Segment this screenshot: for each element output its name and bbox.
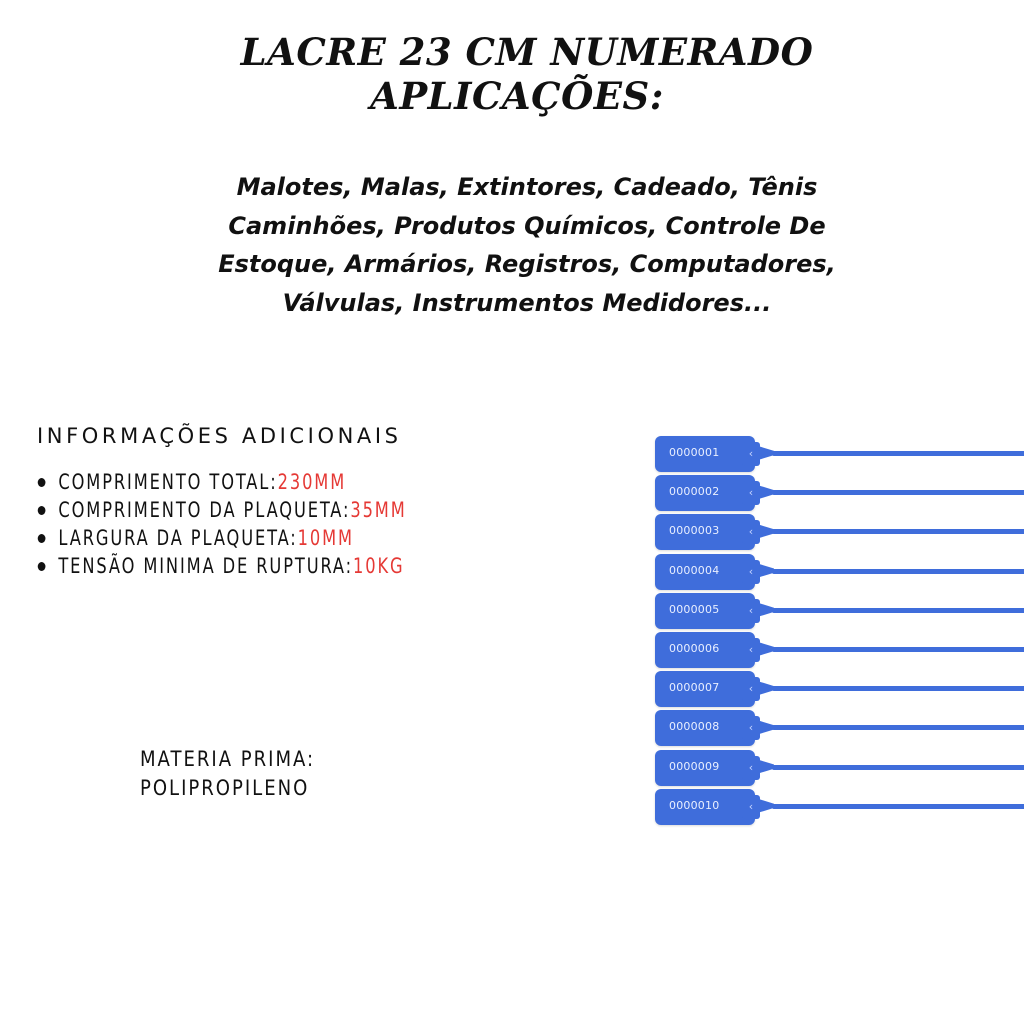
seal-number: 0000001	[669, 446, 720, 459]
lock-icon: ‹	[748, 760, 754, 774]
applications-line: Estoque, Armários, Registros, Computadores,	[218, 250, 836, 278]
seal-neck	[758, 446, 774, 460]
bullet-icon	[38, 506, 46, 515]
applications-text	[0, 168, 1024, 322]
bullet-icon	[38, 562, 46, 571]
seal-item	[650, 708, 1024, 746]
numbered-seals-illustration	[650, 434, 1024, 834]
seal-strap	[772, 451, 1024, 456]
seal-strap	[772, 608, 1024, 613]
bullet-icon	[38, 534, 46, 543]
lock-icon: ‹	[748, 799, 754, 813]
seal-strap	[772, 686, 1024, 691]
seal-tag	[655, 593, 755, 629]
applications-line: Válvulas, Instrumentos Medidores...	[282, 288, 772, 317]
spec-label: TENSÃO MINIMA DE RUPTURA:	[58, 554, 353, 578]
seal-number: 0000006	[669, 642, 720, 655]
spec-label: COMPRIMENTO DA PLAQUETA:	[58, 498, 351, 522]
seal-neck	[758, 760, 774, 774]
applications-line: Caminhões, Produtos Químicos, Controle De	[228, 211, 826, 240]
seal-tag	[655, 671, 755, 707]
seal-strap	[772, 569, 1024, 574]
material-value: POLIPROPILENO	[140, 776, 310, 800]
seal-item	[650, 669, 1024, 707]
seal-number: 0000008	[669, 720, 720, 734]
spec-value: 230MM	[277, 470, 347, 494]
seal-item	[650, 512, 1024, 550]
spec-item-breaking-tension	[36, 552, 407, 580]
spec-label: COMPRIMENTO TOTAL:	[58, 470, 278, 494]
seal-strap	[772, 647, 1024, 652]
spec-value: 10KG	[352, 554, 405, 578]
spec-value: 35MM	[350, 498, 407, 522]
seal-neck	[758, 681, 774, 695]
seal-item	[650, 748, 1024, 786]
seal-item	[650, 552, 1024, 590]
seal-tag	[655, 514, 755, 550]
seal-item	[650, 473, 1024, 511]
spec-item-total-length	[36, 468, 407, 496]
seal-item	[650, 630, 1024, 668]
spec-item-tag-length	[36, 496, 407, 524]
spec-label: LARGURA DA PLAQUETA:	[58, 526, 298, 550]
seal-neck	[758, 564, 774, 578]
seal-tag	[655, 632, 755, 668]
seal-tag	[655, 710, 755, 746]
title-line-1: LACRE 23 CM NUMERADO	[240, 30, 814, 74]
seal-number: 0000007	[669, 681, 720, 695]
spec-value: 10MM	[297, 526, 354, 550]
seal-item	[650, 787, 1024, 825]
additional-info-heading: INFORMAÇÕES ADICIONAIS	[37, 424, 402, 448]
seal-tag	[655, 436, 755, 472]
spec-item-tag-width	[36, 524, 407, 552]
seal-strap	[772, 529, 1024, 534]
seal-item	[650, 434, 1024, 472]
material-label: MATERIA PRIMA:	[140, 747, 316, 771]
lock-icon: ‹	[748, 643, 754, 656]
lock-icon: ‹	[748, 603, 754, 617]
lock-icon: ‹	[748, 564, 754, 578]
seal-neck	[758, 642, 774, 656]
seal-neck	[758, 485, 774, 499]
product-title	[0, 30, 1024, 118]
seal-tag	[655, 554, 755, 590]
bullet-icon	[38, 478, 46, 487]
seal-strap	[772, 725, 1024, 730]
applications-line: Malotes, Malas, Extintores, Cadeado, Tênis	[236, 173, 818, 201]
raw-material	[140, 745, 315, 803]
seal-number: 0000010	[669, 798, 720, 812]
lock-icon: ‹	[748, 721, 754, 735]
seal-tag	[655, 789, 755, 825]
seal-neck	[758, 524, 774, 538]
seal-tag	[655, 475, 755, 511]
lock-icon: ‹	[748, 447, 754, 460]
seal-number: 0000009	[669, 759, 720, 773]
seal-neck	[758, 720, 774, 734]
title-line-2: APLICAÇÕES:	[370, 74, 664, 118]
seal-number: 0000005	[669, 602, 720, 616]
lock-icon: ‹	[748, 486, 754, 500]
lock-icon: ‹	[748, 682, 754, 696]
seal-number: 0000002	[669, 485, 720, 499]
seal-number: 0000003	[669, 524, 720, 538]
seal-number: 0000004	[669, 563, 720, 577]
seal-neck	[758, 799, 774, 813]
seal-strap	[772, 490, 1024, 495]
seal-strap	[772, 765, 1024, 770]
lock-icon: ‹	[748, 525, 754, 539]
seal-tag	[655, 750, 755, 786]
spec-list	[36, 468, 467, 580]
seal-neck	[758, 603, 774, 617]
seal-strap	[772, 804, 1024, 809]
seal-item	[650, 591, 1024, 629]
